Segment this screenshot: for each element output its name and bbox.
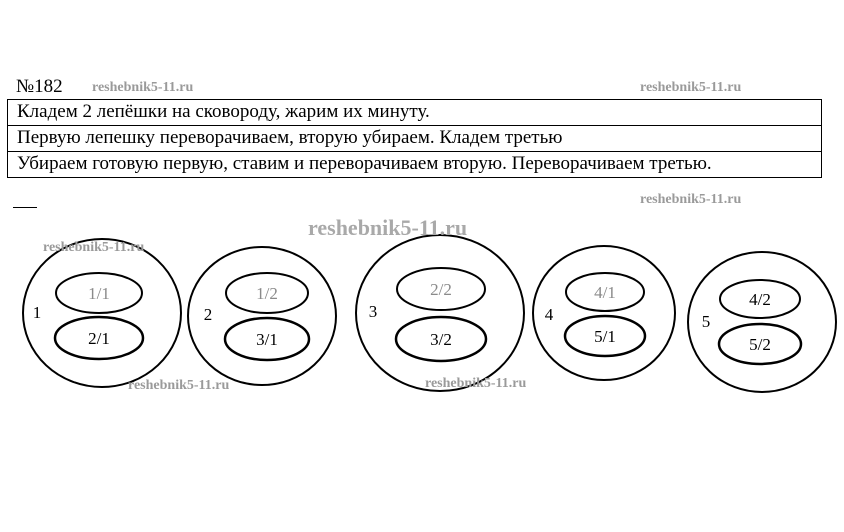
pan-step-label: 4: [544, 305, 554, 324]
pan-4: [533, 246, 675, 380]
pan-step-label: 5: [701, 312, 711, 331]
pancake-bottom-label: 5/1: [594, 327, 616, 346]
watermark: reshebnik5-11.ru: [425, 376, 527, 391]
step-1-text: Кладем 2 лепёшки на сковороду, жарим их минуту.: [8, 100, 822, 126]
pancake-top-label: 2/2: [430, 280, 452, 299]
watermark: reshebnik5-11.ru: [308, 215, 468, 240]
watermark: reshebnik5-11.ru: [128, 378, 230, 393]
pancake-top-label: 1/2: [256, 284, 278, 303]
pan-5: [688, 252, 836, 392]
pancake-bottom-label: 5/2: [749, 335, 771, 354]
pans-group: [23, 235, 836, 392]
pancake-top-label: 1/1: [88, 284, 110, 303]
pan-outline: [356, 235, 527, 391]
pan-3: [356, 235, 527, 391]
pan-step-label: 1: [32, 303, 42, 322]
pan-outline: [533, 246, 675, 380]
pancake-bottom-label: 3/2: [430, 330, 452, 349]
pan-step-label: 2: [203, 305, 213, 324]
pan-1: [23, 239, 181, 387]
problem-number: №182: [16, 76, 63, 97]
pan-2: [188, 247, 336, 385]
step-3-text: Убираем готовую первую, ставим и переворачиваем вторую. Переворачиваем третью.: [8, 152, 822, 178]
watermark: reshebnik5-11.ru: [43, 240, 145, 255]
watermark: reshebnik5-11.ru: [640, 192, 742, 207]
watermark: reshebnik5-11.ru: [92, 80, 194, 95]
pancake-bottom-label: 3/1: [256, 330, 278, 349]
pan-step-label: 3: [368, 302, 378, 321]
pancake-bottom-label: 2/1: [88, 329, 110, 348]
step-2-text: Первую лепешку переворачиваем, вторую убираем. Кладем третью: [8, 126, 822, 152]
pancake-top-label: 4/2: [749, 290, 771, 309]
pancake-top-label: 4/1: [594, 283, 616, 302]
watermark: reshebnik5-11.ru: [640, 80, 742, 95]
